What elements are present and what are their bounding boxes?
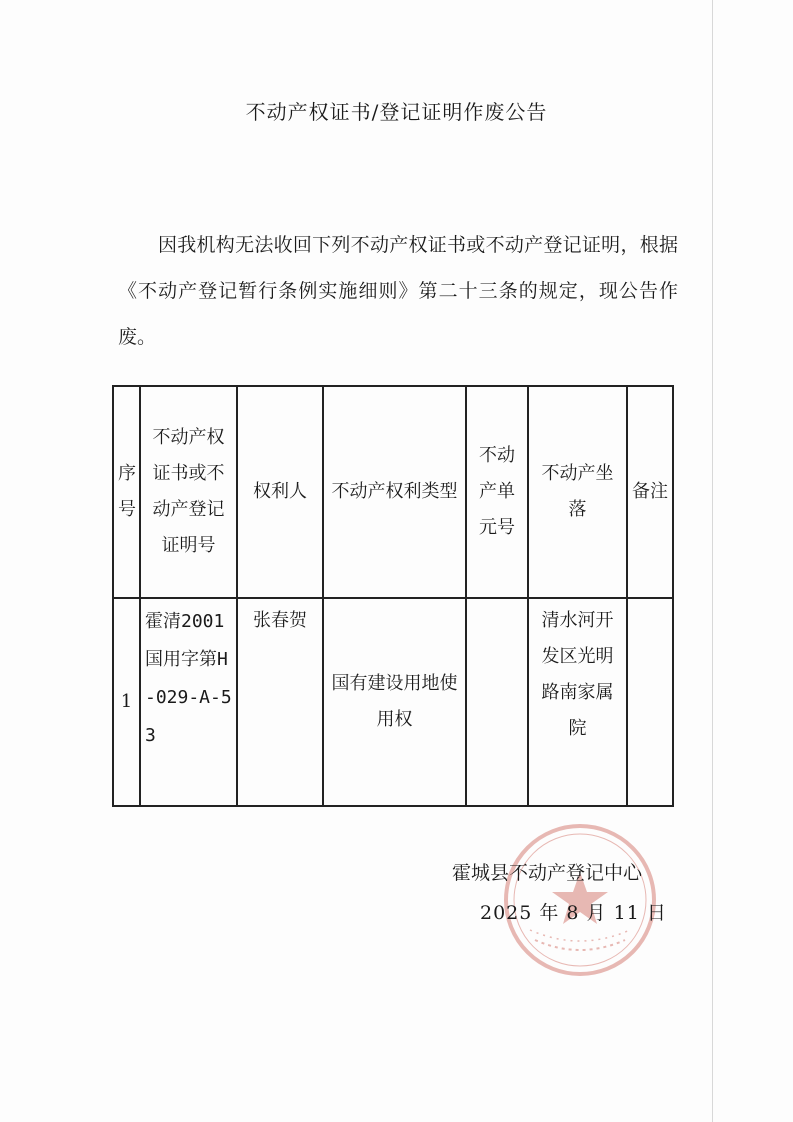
header-right-type: 不动产权利类型 — [323, 386, 466, 598]
header-seq: 序号 — [113, 386, 140, 598]
cell-remarks — [627, 598, 673, 806]
cell-unit-no — [466, 598, 528, 806]
cell-location: 清水河开发区光明路南家属院 — [528, 598, 627, 806]
document-title: 不动产权证书/登记证明作废公告 — [245, 100, 548, 124]
announcement-paragraph: 因我机构无法收回下列不动产权证书或不动产登记证明，根据《不动产登记暂行条例实施细则》第二十三条的规定，现公告作废。 — [118, 234, 678, 348]
header-remarks: 备注 — [627, 386, 673, 598]
table-row — [113, 598, 673, 806]
issue-date: 2025 年 8 月 11 日 — [480, 902, 667, 924]
issuing-organization: 霍城县不动产登记中心 — [452, 862, 643, 884]
table-header-row — [113, 386, 673, 598]
cell-seq: 1 — [113, 598, 140, 806]
cell-right-type: 国有建设用地使用权 — [323, 598, 466, 806]
header-unit-no: 不动产单元号 — [466, 386, 528, 598]
header-cert-no: 不动产权证书或不动产登记证明号 — [140, 386, 237, 598]
cell-holder: 张春贺 — [237, 598, 323, 806]
void-certificates-table — [112, 385, 674, 807]
cell-cert-no: 霍清2001国用字第H-029-A-53 — [140, 598, 237, 806]
page-edge-line — [712, 0, 713, 1122]
header-location: 不动产坐落 — [528, 386, 627, 598]
header-holder: 权利人 — [237, 386, 323, 598]
